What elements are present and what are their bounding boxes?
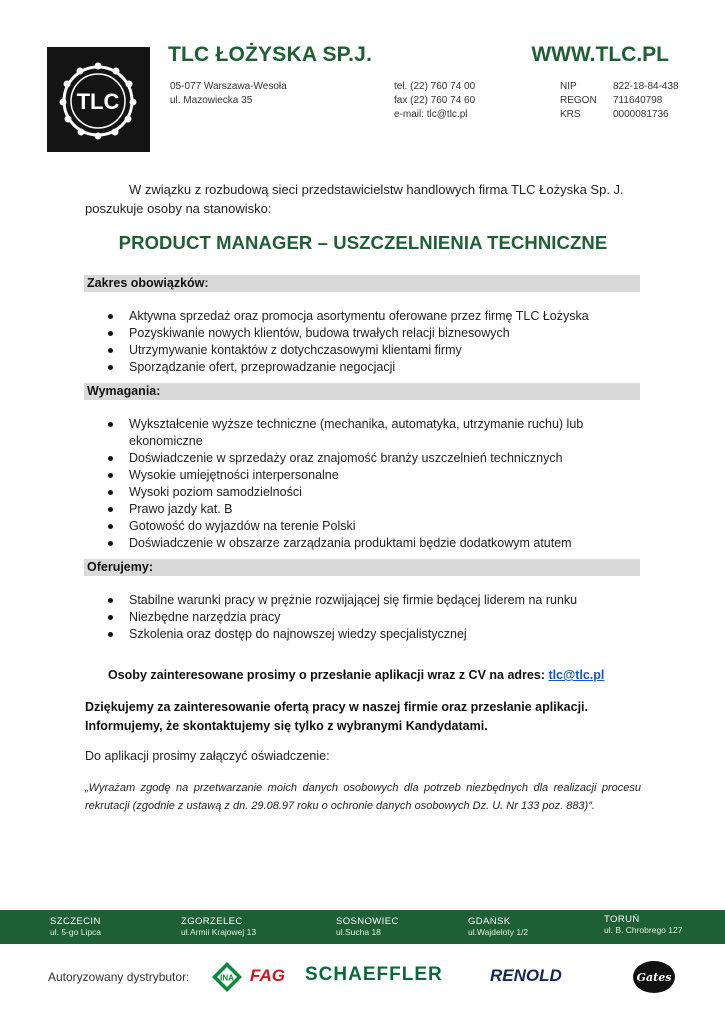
company-address — [170, 80, 287, 108]
consent-statement: „Wyrażam zgodę na przetwarzanie moich danych osobowych dla potrzeb niezbędnych dla realizacji procesu rekrutacji (zgodnie z ustawą z dn. 29.08.97 roku o ochronie danych osobowych Dz. U. Nr 133 poz. 883)”. — [85, 782, 641, 812]
list-item: Aktywna sprzedaż oraz promocja asortymentu oferowane przez firmę TLC Łożyska — [108, 308, 628, 325]
registry-value: 822-18-84-438 — [613, 81, 679, 92]
branch-city: ZGORZELEC — [181, 916, 243, 927]
email-address[interactable]: e-mail: tlc@tlc.pl — [394, 109, 468, 120]
gates-logo-icon — [632, 960, 676, 994]
tlc-logo-icon — [47, 47, 150, 152]
registry-value: 711640798 — [613, 95, 663, 106]
section-heading-duties: Zakres obowiązków: — [84, 275, 640, 292]
schaeffler-logo: SCHAEFFLER — [305, 964, 443, 985]
branch-street: ul. B. Chrobrego 127 — [604, 925, 683, 935]
registry-row-nip — [560, 80, 679, 94]
section-heading-offer: Oferujemy: — [84, 559, 640, 576]
registry-row-krs — [560, 108, 679, 122]
application-email-link[interactable]: tlc@tlc.pl — [548, 668, 605, 682]
list-item: Pozyskiwanie nowych klientów, budowa trwałych relacji biznesowych — [108, 325, 628, 342]
fag-logo: FAG — [250, 966, 285, 985]
application-cta — [108, 668, 604, 682]
registry-label: KRS — [560, 109, 581, 120]
renold-logo: RENOLD — [490, 966, 562, 985]
branch-szczecin — [50, 916, 101, 938]
section-heading-requirements: Wymagania: — [84, 383, 640, 400]
offer-list — [108, 592, 628, 643]
phone-number: tel. (22) 760 74 00 — [394, 81, 476, 92]
list-item: Wysokie umiejętności interpersonalne — [108, 467, 628, 484]
company-website[interactable]: WWW.TLC.PL — [531, 43, 669, 66]
cta-text: Osoby zainteresowane prosimy o przesłanie aplikacji wraz z CV na adres: — [108, 668, 549, 682]
branch-street: ul.Sucha 18 — [336, 927, 381, 937]
intro-paragraph — [85, 180, 645, 218]
thanks-paragraph: Dziękujemy za zainteresowanie ofertą pracy w naszej firmie oraz przesłanie aplikacji. Informujemy, że skontaktujemy się tylko z wybranymi Kandydatami. — [85, 700, 588, 733]
address-line: 05-077 Warszawa-Wesoła — [170, 81, 287, 92]
svg-text:INA: INA — [220, 973, 234, 983]
registry-value: 0000081736 — [613, 109, 669, 120]
branch-street: ul. 5-go Lipca — [50, 927, 102, 937]
branch-city: GDAŃSK — [468, 916, 511, 927]
branch-torun — [604, 914, 682, 936]
job-title: PRODUCT MANAGER – USZCZELNIENIA TECHNICZNE — [118, 232, 608, 253]
intro-line: W związku z rozbudową sieci przedstawicielstw handlowych firma TLC Łożyska Sp. J. — [129, 182, 624, 197]
list-item: Szkolenia oraz dostęp do najnowszej wiedzy specjalistycznej — [108, 626, 628, 643]
company-contact — [394, 80, 475, 122]
registry-row-regon — [560, 94, 679, 108]
list-item: Gotowość do wyjazdów na terenie Polski — [108, 518, 628, 535]
tlc-logo — [47, 47, 150, 152]
company-registry — [560, 80, 679, 122]
list-item: Prawo jazdy kat. B — [108, 501, 628, 518]
attachment-note: Do aplikacji prosimy załączyć oświadczenie: — [85, 749, 330, 763]
branches-bar — [0, 910, 725, 944]
svg-text:Gates: Gates — [636, 971, 672, 984]
svg-text:TLC: TLC — [76, 89, 120, 114]
branch-street: ul.Armii Krajowej 13 — [181, 927, 257, 937]
ina-logo-icon — [211, 961, 243, 993]
registry-label: REGON — [560, 95, 597, 106]
duties-list — [108, 308, 628, 376]
list-item: Doświadczenie w sprzedaży oraz znajomość branży uszczelnień technicznych — [108, 450, 628, 467]
registry-label: NIP — [560, 81, 577, 92]
intro-line: poszukuje osoby na stanowisko: — [85, 201, 272, 216]
company-name: TLC ŁOŻYSKA SP.J. — [168, 43, 373, 66]
branch-city: SOSNOWIEC — [336, 916, 399, 927]
branch-city: TORUŃ — [604, 914, 640, 925]
address-line: ul. Mazowiecka 35 — [170, 95, 253, 106]
list-item: Stabilne warunki pracy w prężnie rozwijającej się firmie będącej liderem na runku — [108, 592, 628, 609]
list-item: Doświadczenie w obszarze zarządzania produktami będzie dodatkowym atutem — [108, 535, 628, 552]
branch-city: SZCZECIN — [50, 916, 101, 927]
distributor-label: Autoryzowany dystrybutor: — [48, 970, 190, 984]
list-item: Sporządzanie ofert, przeprowadzanie negocjacji — [108, 359, 628, 376]
branch-sosnowiec — [336, 916, 399, 938]
fax-number: fax (22) 760 74 60 — [394, 95, 476, 106]
list-item: Niezbędne narzędzia pracy — [108, 609, 628, 626]
list-item: Wykształcenie wyższe techniczne (mechanika, automatyka, utrzymanie ruchu) lub ekonomiczne — [108, 416, 628, 450]
requirements-list — [108, 416, 628, 552]
list-item: Wysoki poziom samodzielności — [108, 484, 628, 501]
branch-street: ul.Wajdeloty 1/2 — [468, 927, 529, 937]
branch-gdansk — [468, 916, 528, 938]
list-item: Utrzymywanie kontaktów z dotychczasowymi klientami firmy — [108, 342, 628, 359]
branch-zgorzelec — [181, 916, 256, 938]
